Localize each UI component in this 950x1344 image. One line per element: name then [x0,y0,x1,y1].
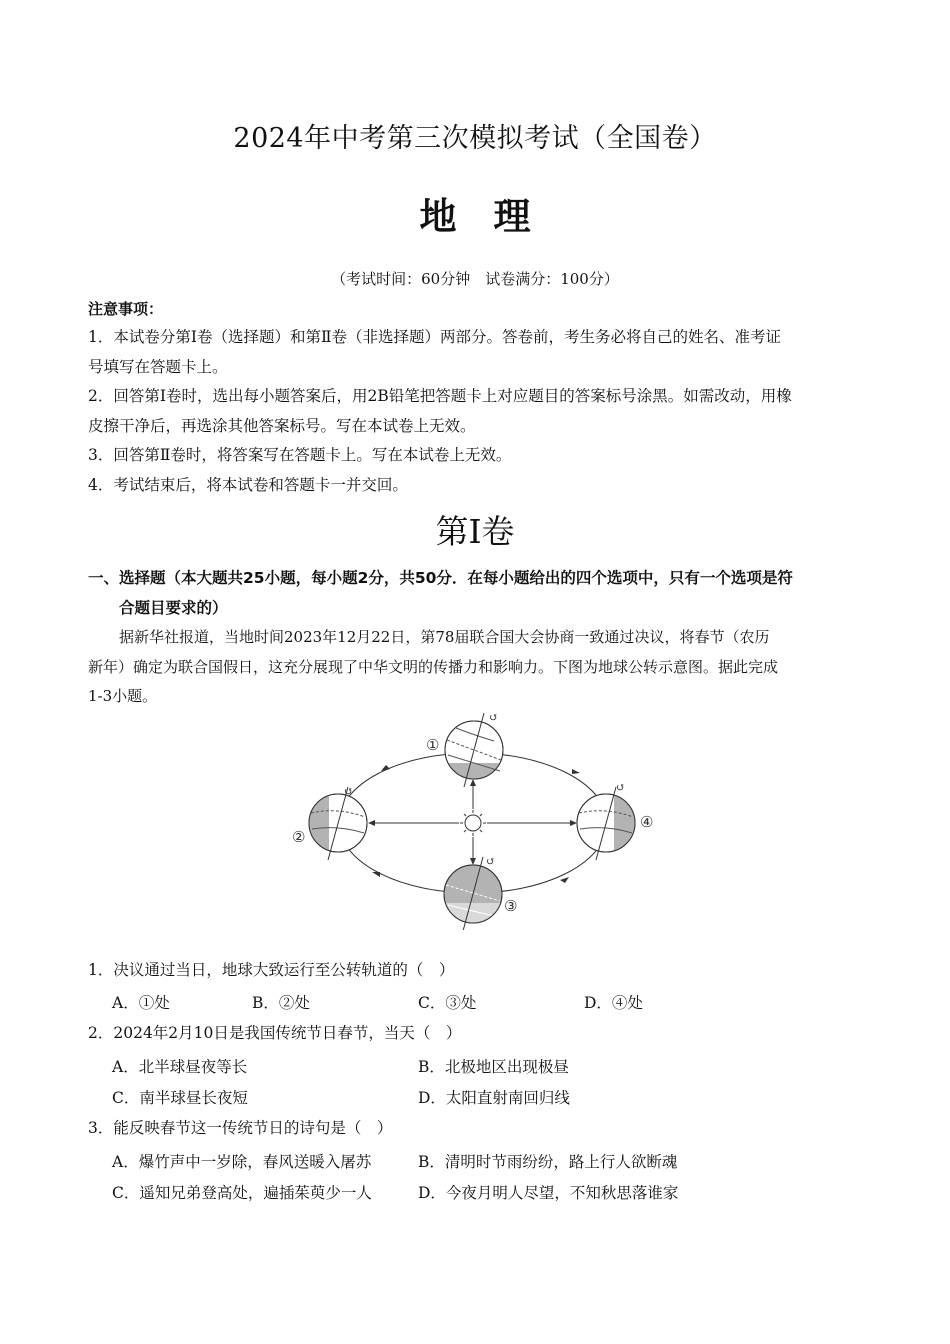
part-heading-cont: 合题目要求的） [119,599,228,617]
position-label: ② [292,828,306,846]
question-option: C．遥知兄弟登高处，遍插茱萸少一人 [112,1184,372,1202]
orbit-arrow [560,877,569,883]
question-option: B．清明时节雨纷纷，路上行人欲断魂 [418,1153,678,1171]
subject-title: 地 理 [419,195,531,238]
earth-position-4 [577,781,636,860]
question-option: D．今夜月明人尽望，不知秋思落谁家 [418,1184,679,1202]
svg-text:↺: ↺ [489,711,499,724]
orbit-arrow [372,872,380,877]
position-label: ③ [504,897,518,915]
svg-text:↺: ↺ [486,855,496,868]
note-line: 皮擦干净后，再选涂其他答案标号。写在本试卷上无效。 [88,417,476,435]
svg-text:↺: ↺ [616,781,626,794]
section-title: 第Ⅰ卷 [435,512,515,551]
earth-orbit-diagram [280,705,670,930]
note-line: 4．考试结束后，将本试卷和答题卡一并交回。 [88,476,408,494]
passage-line: 新年）确定为联合国假日，这充分展现了中华文明的传播力和影响力。下图为地球公转示意图。据此完成 [88,658,779,676]
passage-line: 1-3小题。 [88,687,158,705]
earth-position-2 [309,785,367,860]
note-line: 1．本试卷分第Ⅰ卷（选择题）和第Ⅱ卷（非选择题）两部分。答卷前，考生务必将自己的姓名、准考证 [88,328,782,346]
exam-info: （考试时间：60分钟 试卷满分：100分） [331,270,619,288]
position-label: ① [426,736,440,754]
note-line: 2．回答第Ⅰ卷时，选出每小题答案后，用2B铅笔把答题卡上对应题目的答案标号涂黑。如需改动，用橡 [88,387,792,405]
position-label: ④ [640,813,654,831]
svg-text:↺: ↺ [344,785,354,798]
notes-heading: 注意事项： [88,300,164,318]
part-heading: 一、选择题（本大题共25小题，每小题2分，共50分．在每小题给出的四个选项中，只有一个选项是符 [88,569,793,587]
question-option: A．①处 [112,994,170,1012]
question-stem: 1．决议通过当日，地球大致运行至公转轨道的（ ） [88,961,455,979]
question-option: B．北极地区出现极昼 [418,1058,569,1076]
note-line: 号填写在答题卡上。 [88,358,228,376]
earth-position-3 [444,855,502,930]
question-stem: 3．能反映春节这一传统节日的诗句是（ ） [88,1119,393,1137]
orbit-arrow [572,769,580,774]
question-option: D．④处 [584,994,643,1012]
sun-icon [460,810,486,836]
question-option: B．②处 [252,994,310,1012]
earth-position-1 [445,711,503,787]
question-option: A．北半球昼夜等长 [112,1058,248,1076]
note-line: 3．回答第Ⅱ卷时，将答案写在答题卡上。写在本试卷上无效。 [88,446,512,464]
question-option: C．南半球昼长夜短 [112,1089,248,1107]
question-option: D．太阳直射南回归线 [418,1089,570,1107]
passage-line: 据新华社报道，当地时间2023年12月22日，第78届联合国大会协商一致通过决议，将春节（农历 [119,628,770,646]
exam-title: 2024年中考第三次模拟考试（全国卷） [233,123,717,154]
question-option: C．③处 [418,994,477,1012]
question-stem: 2．2024年2月10日是我国传统节日春节，当天（ ） [88,1024,462,1042]
question-option: A．爆竹声中一岁除，春风送暖入屠苏 [112,1153,372,1171]
